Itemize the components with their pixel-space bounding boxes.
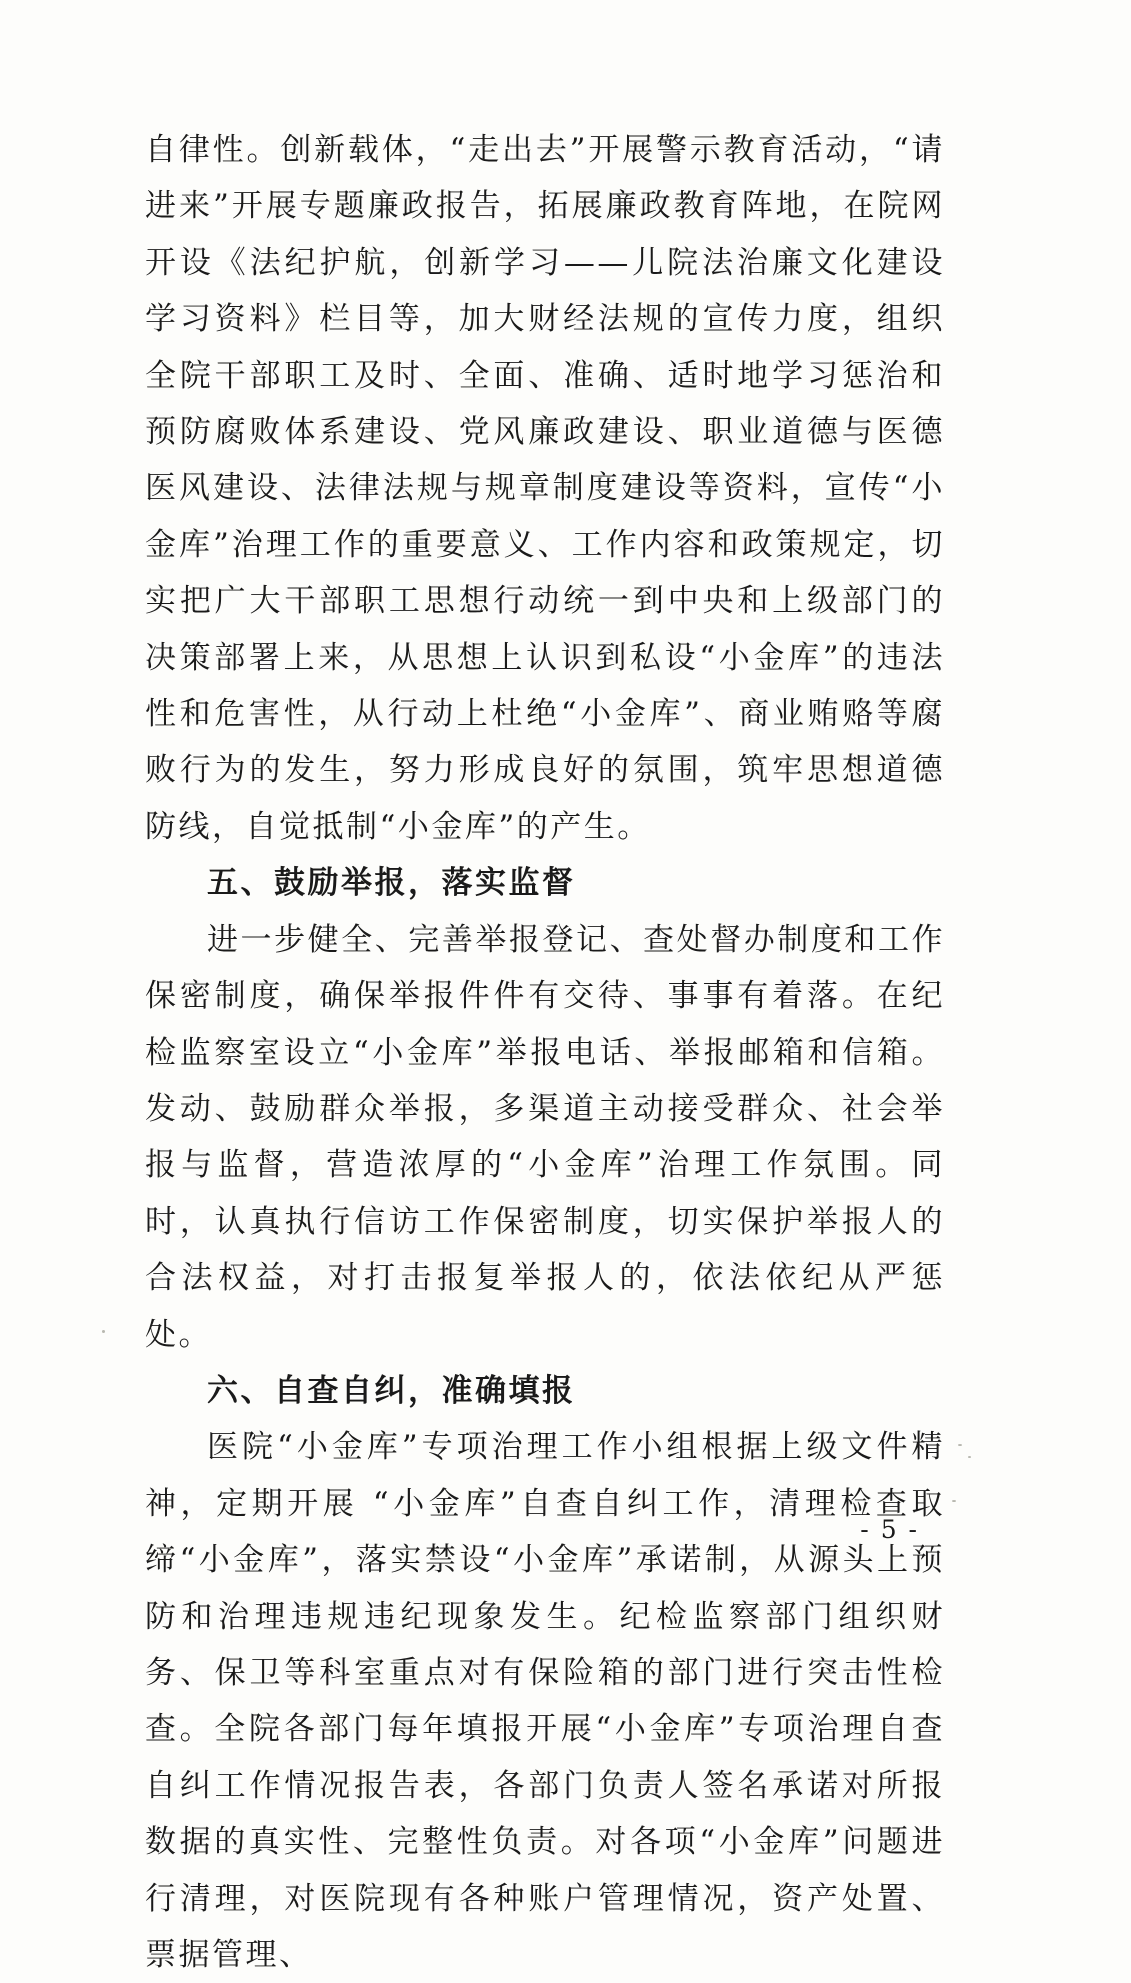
- scan-speck: [952, 1500, 956, 1502]
- scan-speck: [958, 1444, 962, 1446]
- page-number: - 5 -: [860, 1515, 919, 1544]
- scan-speck: [102, 1330, 105, 1333]
- document-body: [145, 122, 945, 1983]
- section-heading-5: 五、鼓励举报，落实监督: [207, 865, 576, 902]
- paragraph-reporting: 进一步健全、完善举报登记、查处督办制度和工作保密制度，确保举报件件有交待、事事有着落。在纪检监察室设立“小金库”举报电话、举报邮箱和信箱。发动、鼓励群众举报，多渠道主动接受群众、社会举报与监督，营造浓厚的“小金库”治理工作氛围。同时，认真执行信访工作保密制度，切实保护举报人的合法权益，对打击报复举报人的，依法依纪从严惩处。: [145, 921, 945, 1353]
- paragraph-continuation: 自律性。创新载体，“走出去”开展警示教育活动，“请进来”开展专题廉政报告，拓展廉政教育阵地，在院网开设《法纪护航，创新学习——儿院法治廉文化建设学习资料》栏目等，加大财经法规的宣传力度，组织全院干部职工及时、全面、准确、适时地学习惩治和预防腐败体系建设、党风廉政建设、职业道德与医德医风建设、法律法规与规章制度建设等资料，宣传“小金库”治理工作的重要意义、工作内容和政策规定，切实把广大干部职工思想行动统一到中央和上级部门的决策部署上来，从思想上认识到私设“小金库”的违法性和危害性，从行动上杜绝“小金库”、商业贿赂等腐败行为的发生，努力形成良好的氛围，筑牢思想道德防线，自觉抵制“小金库”的产生。: [145, 132, 945, 845]
- scan-speck: [968, 1456, 971, 1458]
- paragraph-self-inspection: 医院“小金库”专项治理工作小组根据上级文件精神，定期开展 “小金库”自查自纠工作，清理检查取缔“小金库”，落实禁设“小金库”承诺制，从源头上预防和治理违规违纪现象发生。纪检监察部门组织财务、保卫等科室重点对有保险箱的部门进行突击性检查。全院各部门每年填报开展“小金库”专项治理自查自纠工作情况报告表，各部门负责人签名承诺对所报数据的真实性、完整性负责。对各项“小金库”问题进行清理，对医院现有各种账户管理情况，资产处置、票据管理、: [145, 1429, 945, 1973]
- section-heading-6: 六、自查自纠，准确填报: [207, 1372, 576, 1409]
